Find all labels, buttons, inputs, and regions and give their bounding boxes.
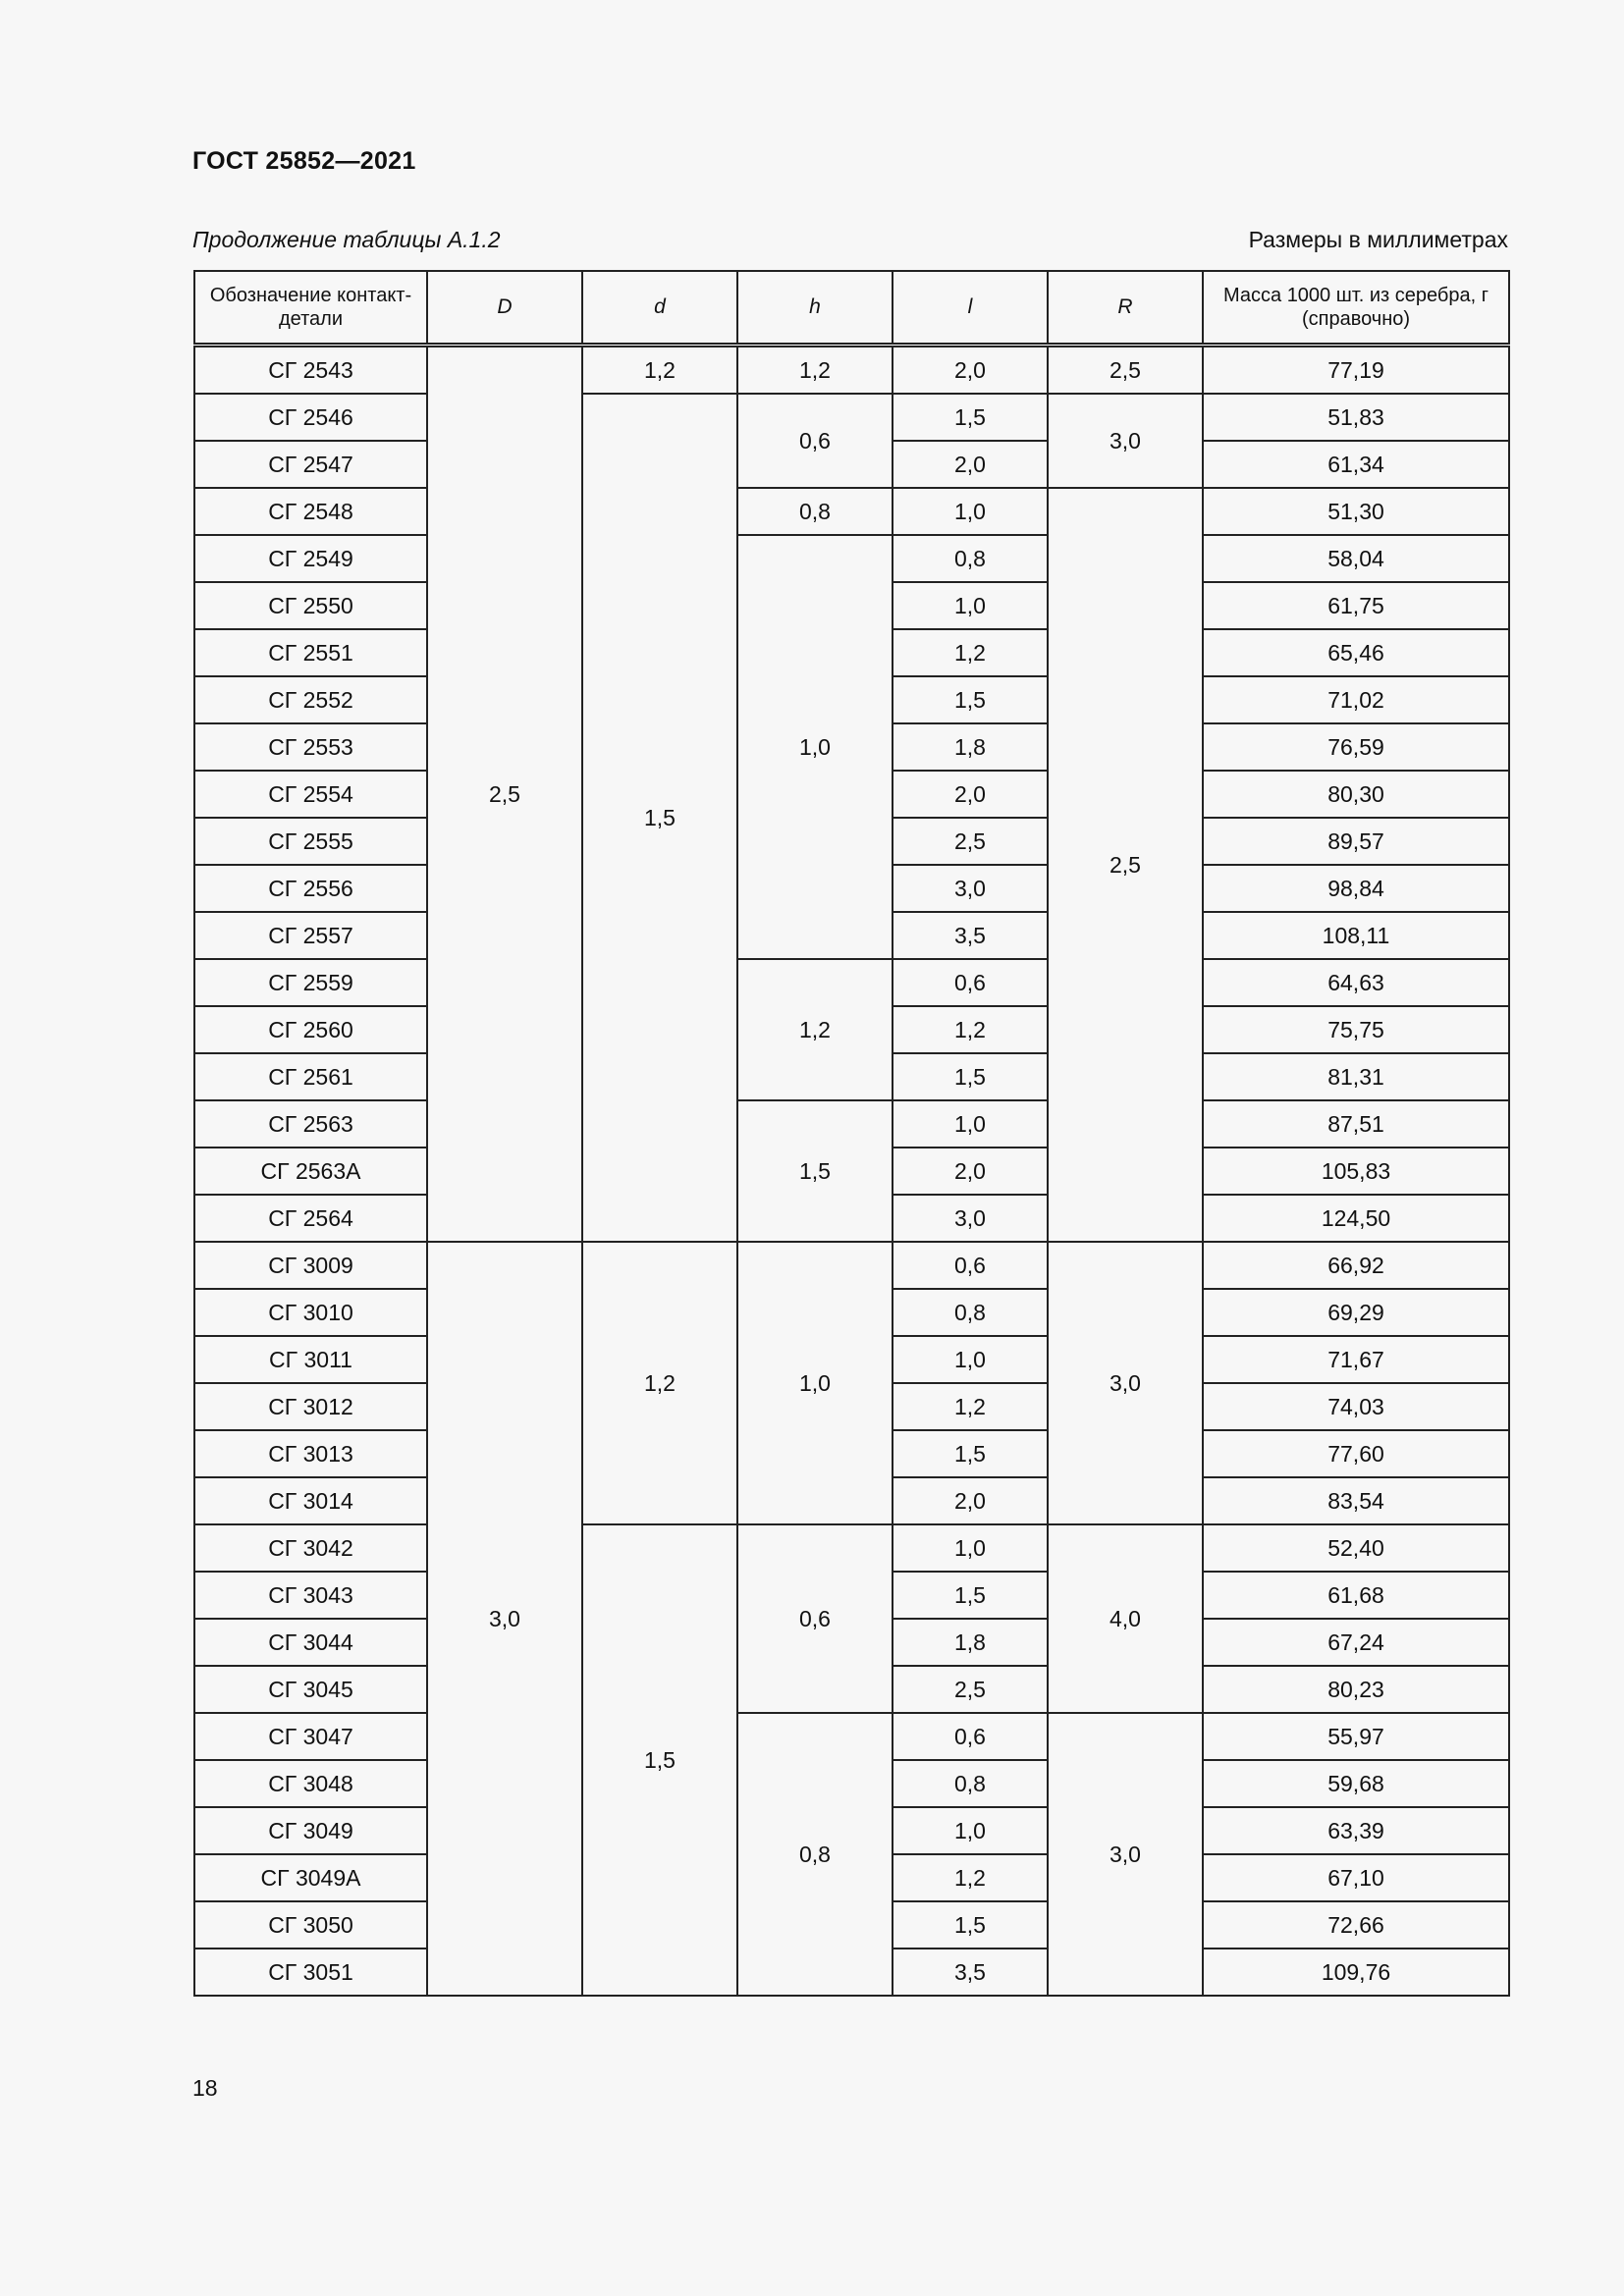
cell-D: 2,5 (427, 346, 582, 1243)
cell-R: 3,0 (1048, 1242, 1203, 1524)
cell-h: 0,8 (737, 488, 893, 535)
table-caption: Продолжение таблицы А.1.2 (192, 227, 501, 252)
cell-designation: СГ 2557 (194, 912, 427, 959)
cell-l: 1,5 (893, 1053, 1048, 1100)
table-row (194, 488, 1509, 535)
document-title: ГОСТ 25852—2021 (192, 147, 416, 175)
cell-l: 1,0 (893, 582, 1048, 629)
cell-l: 0,6 (893, 1242, 1048, 1289)
cell-designation: СГ 2550 (194, 582, 427, 629)
cell-l: 0,8 (893, 535, 1048, 582)
cell-d: 1,2 (582, 1242, 737, 1524)
column-header-l: l (893, 271, 1048, 346)
cell-designation: СГ 3049 (194, 1807, 427, 1854)
cell-mass: 61,68 (1203, 1572, 1509, 1619)
cell-h: 1,5 (737, 1100, 893, 1242)
table-row (194, 1713, 1509, 1760)
cell-R: 3,0 (1048, 1713, 1203, 1996)
cell-l: 0,6 (893, 959, 1048, 1006)
cell-l: 3,5 (893, 1949, 1048, 1996)
cell-mass: 61,75 (1203, 582, 1509, 629)
cell-designation: СГ 2551 (194, 629, 427, 676)
cell-mass: 69,29 (1203, 1289, 1509, 1336)
cell-mass: 52,40 (1203, 1524, 1509, 1572)
cell-l: 1,8 (893, 723, 1048, 771)
cell-R: 4,0 (1048, 1524, 1203, 1713)
cell-R: 3,0 (1048, 394, 1203, 488)
cell-d: 1,5 (582, 394, 737, 1242)
cell-designation: СГ 3045 (194, 1666, 427, 1713)
cell-mass: 59,68 (1203, 1760, 1509, 1807)
cell-l: 2,0 (893, 346, 1048, 395)
cell-designation: СГ 3011 (194, 1336, 427, 1383)
cell-l: 2,0 (893, 1477, 1048, 1524)
cell-designation: СГ 3043 (194, 1572, 427, 1619)
table-row (194, 1100, 1509, 1148)
cell-mass: 81,31 (1203, 1053, 1509, 1100)
cell-D: 3,0 (427, 1242, 582, 1996)
cell-designation: СГ 2552 (194, 676, 427, 723)
cell-R: 2,5 (1048, 488, 1203, 1242)
cell-designation: СГ 2556 (194, 865, 427, 912)
cell-designation: СГ 2543 (194, 346, 427, 395)
table-row (194, 346, 1509, 395)
cell-l: 2,0 (893, 441, 1048, 488)
cell-l: 1,0 (893, 488, 1048, 535)
cell-designation: СГ 2560 (194, 1006, 427, 1053)
cell-mass: 74,03 (1203, 1383, 1509, 1430)
cell-mass: 105,83 (1203, 1148, 1509, 1195)
cell-mass: 71,67 (1203, 1336, 1509, 1383)
cell-mass: 108,11 (1203, 912, 1509, 959)
cell-designation: СГ 2548 (194, 488, 427, 535)
cell-h: 0,6 (737, 1524, 893, 1713)
column-header-designation: Обозначение контакт-детали (194, 271, 427, 346)
cell-designation: СГ 2546 (194, 394, 427, 441)
cell-l: 0,8 (893, 1289, 1048, 1336)
cell-mass: 71,02 (1203, 676, 1509, 723)
cell-d: 1,5 (582, 1524, 737, 1996)
cell-designation: СГ 2549 (194, 535, 427, 582)
cell-designation: СГ 3009 (194, 1242, 427, 1289)
cell-designation: СГ 2564 (194, 1195, 427, 1242)
cell-designation: СГ 3047 (194, 1713, 427, 1760)
cell-mass: 65,46 (1203, 629, 1509, 676)
cell-mass: 67,24 (1203, 1619, 1509, 1666)
cell-h: 1,0 (737, 535, 893, 959)
cell-mass: 75,75 (1203, 1006, 1509, 1053)
cell-designation: СГ 3014 (194, 1477, 427, 1524)
cell-h: 1,2 (737, 959, 893, 1100)
table-row (194, 1524, 1509, 1572)
cell-l: 1,2 (893, 1383, 1048, 1430)
cell-l: 2,5 (893, 818, 1048, 865)
cell-l: 1,5 (893, 1901, 1048, 1949)
column-header-h: h (737, 271, 893, 346)
cell-l: 3,0 (893, 865, 1048, 912)
column-header-mass: Масса 1000 шт. из серебра, г (справочно) (1203, 271, 1509, 346)
cell-mass: 67,10 (1203, 1854, 1509, 1901)
cell-mass: 98,84 (1203, 865, 1509, 912)
cell-h: 1,2 (737, 346, 893, 395)
cell-mass: 72,66 (1203, 1901, 1509, 1949)
cell-mass: 55,97 (1203, 1713, 1509, 1760)
cell-mass: 66,92 (1203, 1242, 1509, 1289)
cell-l: 1,5 (893, 1430, 1048, 1477)
cell-h: 0,8 (737, 1713, 893, 1996)
cell-mass: 80,23 (1203, 1666, 1509, 1713)
cell-mass: 51,83 (1203, 394, 1509, 441)
cell-designation: СГ 3042 (194, 1524, 427, 1572)
cell-designation: СГ 2553 (194, 723, 427, 771)
cell-l: 0,6 (893, 1713, 1048, 1760)
cell-d: 1,2 (582, 346, 737, 395)
cell-mass: 124,50 (1203, 1195, 1509, 1242)
cell-mass: 63,39 (1203, 1807, 1509, 1854)
cell-mass: 64,63 (1203, 959, 1509, 1006)
column-header-D: D (427, 271, 582, 346)
cell-l: 1,5 (893, 676, 1048, 723)
cell-designation: СГ 3049А (194, 1854, 427, 1901)
cell-mass: 76,59 (1203, 723, 1509, 771)
cell-designation: СГ 2563 (194, 1100, 427, 1148)
cell-designation: СГ 2547 (194, 441, 427, 488)
cell-l: 1,8 (893, 1619, 1048, 1666)
page-number: 18 (192, 2075, 218, 2101)
cell-mass: 80,30 (1203, 771, 1509, 818)
contact-parts-table (193, 270, 1510, 1997)
table-row (194, 1242, 1509, 1289)
units-note: Размеры в миллиметрах (1248, 227, 1508, 252)
table-body (194, 346, 1509, 1997)
cell-l: 1,5 (893, 1572, 1048, 1619)
table-row (194, 959, 1509, 1006)
cell-l: 2,5 (893, 1666, 1048, 1713)
cell-l: 2,0 (893, 1148, 1048, 1195)
cell-l: 0,8 (893, 1760, 1048, 1807)
cell-designation: СГ 2561 (194, 1053, 427, 1100)
cell-l: 1,5 (893, 394, 1048, 441)
cell-l: 1,2 (893, 1006, 1048, 1053)
cell-mass: 89,57 (1203, 818, 1509, 865)
cell-designation: СГ 3010 (194, 1289, 427, 1336)
column-header-R: R (1048, 271, 1203, 346)
cell-mass: 77,60 (1203, 1430, 1509, 1477)
table-row (194, 535, 1509, 582)
cell-l: 1,2 (893, 629, 1048, 676)
cell-mass: 109,76 (1203, 1949, 1509, 1996)
cell-designation: СГ 3051 (194, 1949, 427, 1996)
cell-l: 3,5 (893, 912, 1048, 959)
cell-designation: СГ 2555 (194, 818, 427, 865)
cell-mass: 77,19 (1203, 346, 1509, 395)
cell-l: 3,0 (893, 1195, 1048, 1242)
cell-mass: 83,54 (1203, 1477, 1509, 1524)
cell-h: 0,6 (737, 394, 893, 488)
cell-h: 1,0 (737, 1242, 893, 1524)
cell-mass: 58,04 (1203, 535, 1509, 582)
cell-l: 2,0 (893, 771, 1048, 818)
cell-designation: СГ 3048 (194, 1760, 427, 1807)
table-row (194, 394, 1509, 441)
cell-designation: СГ 3012 (194, 1383, 427, 1430)
cell-l: 1,0 (893, 1524, 1048, 1572)
cell-designation: СГ 3050 (194, 1901, 427, 1949)
cell-designation: СГ 2559 (194, 959, 427, 1006)
column-header-d: d (582, 271, 737, 346)
table-header-row (194, 271, 1509, 346)
cell-designation: СГ 2563А (194, 1148, 427, 1195)
cell-designation: СГ 2554 (194, 771, 427, 818)
cell-mass: 87,51 (1203, 1100, 1509, 1148)
cell-l: 1,0 (893, 1807, 1048, 1854)
cell-l: 1,2 (893, 1854, 1048, 1901)
cell-l: 1,0 (893, 1100, 1048, 1148)
cell-mass: 61,34 (1203, 441, 1509, 488)
cell-designation: СГ 3044 (194, 1619, 427, 1666)
cell-designation: СГ 3013 (194, 1430, 427, 1477)
cell-R: 2,5 (1048, 346, 1203, 395)
cell-l: 1,0 (893, 1336, 1048, 1383)
cell-mass: 51,30 (1203, 488, 1509, 535)
